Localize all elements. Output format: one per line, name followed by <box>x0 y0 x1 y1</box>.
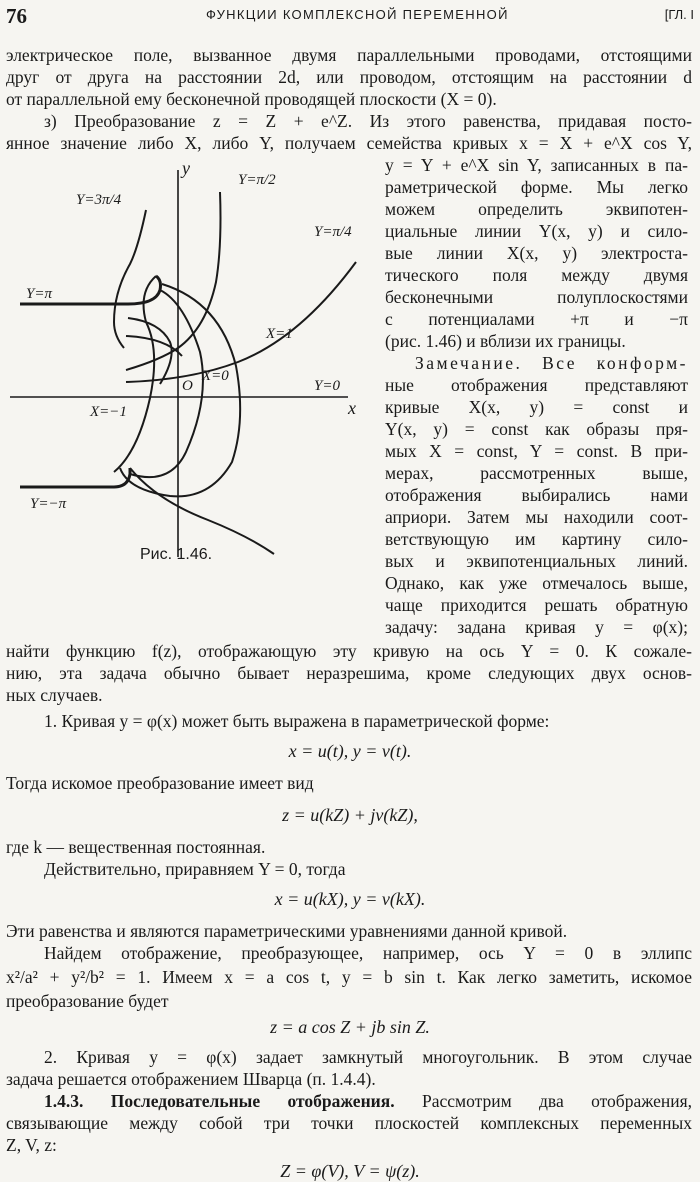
text-line: 1. Кривая y = φ(x) может быть выражена в параметрической форме: <box>44 711 550 731</box>
text-line: чаще приходится решать обратную <box>385 595 688 615</box>
label-y-axis: y <box>182 158 190 178</box>
text-line: априори. Затем мы находили соот- <box>385 507 688 527</box>
text-line: с потенциалами +π и −π <box>385 309 688 329</box>
formula: z = u(kZ) + jv(kZ), <box>282 805 418 825</box>
text-line: мых X = const, Y = const. В при- <box>385 441 688 461</box>
text-line: найти функцию f(z), отображающую эту кривую на ось Y = 0. К сожале- <box>6 641 692 661</box>
text-line: бесконечными полуплоскостями <box>385 287 688 307</box>
text-line: тического поля между двумя <box>385 265 688 285</box>
text-line: вых и эквипотенциальных линий. <box>385 551 688 571</box>
text-line: задачу: задана кривая y = φ(x); <box>385 617 688 637</box>
text-line: задача решается отображением Шварца (п. 1.4.4). <box>6 1069 376 1089</box>
section-text: Рассмотрим два отображения, <box>394 1091 693 1111</box>
label-y-pi4: Y=π/4 <box>314 224 352 240</box>
section-heading-line <box>6 1090 692 1112</box>
text-line: ных случаев. <box>6 685 103 705</box>
text-line: вые линии X(x, y) электроста- <box>385 243 688 263</box>
formula: x = u(t), y = v(t). <box>288 741 412 761</box>
formula: z = a cos Z + jb sin Z. <box>270 1017 430 1037</box>
label-y-mpi: Y=−π <box>30 496 67 512</box>
formula: Z = φ(V), V = ψ(z). <box>280 1161 420 1181</box>
chapter-marker: [ГЛ. I <box>664 7 694 22</box>
running-header <box>6 4 694 28</box>
text-line: кривые X(x, y) = const и <box>385 397 688 417</box>
text-line: связывающие между собой три точки плоскостей комплексных переменных <box>6 1113 692 1133</box>
curve-inner-1 <box>128 318 172 384</box>
text-line: Эти равенства и являются параметрическими уравнениями данной кривой. <box>6 921 568 941</box>
text-line: ные отображения представляют <box>385 375 688 395</box>
text-line: Действительно, приравняем Y = 0, тогда <box>44 859 346 879</box>
text-line: от параллельной ему бесконечной проводящей плоскости (X = 0). <box>6 89 497 109</box>
text-line: Y(x, y) = const как образы пря- <box>385 419 688 439</box>
text-line: мерах, рассмотренных выше, <box>385 463 688 483</box>
text-line: преобразование будет <box>6 991 169 1011</box>
text-line: ветствующую им картину сило- <box>385 529 688 549</box>
label-y-3pi4: Y=3π/4 <box>76 192 122 208</box>
text-line: где k — вещественная постоянная. <box>6 837 266 857</box>
text-line: Замечание. Все конформ- <box>415 353 688 373</box>
label-x-0: X=0 <box>202 368 229 384</box>
label-x-minus1: X=−1 <box>90 404 127 420</box>
curve-y-3pi4 <box>114 210 146 348</box>
label-y-0: Y=0 <box>314 378 340 394</box>
text-line: электрическое поле, вызванное двумя параллельными проводами, отстоящими <box>6 45 692 65</box>
curve-lower-tail <box>130 468 274 554</box>
text-line: з) Преобразование z = Z + e^Z. Из этого равенства, придавая посто- <box>44 111 692 131</box>
text-line: Найдем отображение, преобразующее, например, ось Y = 0 в эллипс <box>44 943 692 963</box>
text-line: x²/a² + y²/b² = 1. Имеем x = a cos t, y = b sin t. Как легко заметить, искомое <box>6 967 692 987</box>
text-line: Z, V, z: <box>6 1135 57 1155</box>
text-line: Тогда искомое преобразование имеет вид <box>6 773 314 793</box>
label-x-axis: x <box>348 398 356 418</box>
text-line: раметрической форме. Мы легко <box>385 177 688 197</box>
text-line: янное значение либо X, либо Y, получаем семейства кривых x = X + e^X cos Y, <box>6 133 692 153</box>
label-x-1: X=1 <box>266 326 293 342</box>
curve-y-pi2 <box>126 192 221 370</box>
figure-caption: Рис. 1.46. <box>140 546 213 563</box>
text-line: циальные линии Y(x, y) и сило- <box>385 221 688 241</box>
text-line: 2. Кривая y = φ(x) задает замкнутый многоугольник. В этом случае <box>44 1047 692 1067</box>
lower-conductor <box>20 468 130 487</box>
text-line: отображения выбирались нами <box>385 485 688 505</box>
figure-1-46 <box>10 152 378 560</box>
formula: x = u(kX), y = v(kX). <box>274 889 426 909</box>
running-title: ФУНКЦИИ КОМПЛЕКСНОЙ ПЕРЕМЕННОЙ <box>206 7 509 22</box>
text-line: y = Y + e^X sin Y, записанных в па- <box>385 155 688 175</box>
text-line: нию, эта задача обычно бывает неразрешима, кроме следующих двух основ- <box>6 663 692 683</box>
text-line: друг от друга на расстоянии 2d, или проводом, отстоящим на расстоянии d <box>6 67 692 87</box>
section-heading: 1.4.3. Последовательные отображения. <box>44 1091 395 1111</box>
text-line: (рис. 1.46) и вблизи их границы. <box>385 331 626 351</box>
page-number: 76 <box>6 4 27 28</box>
label-y-pi2: Y=π/2 <box>238 172 276 188</box>
label-y-pi: Y=π <box>26 286 52 302</box>
text-line: можем определить эквипотен- <box>385 199 688 219</box>
label-origin: O <box>182 378 193 394</box>
curve-x-1 <box>120 284 240 496</box>
text-line: Однако, как уже отмечалось выше, <box>385 573 688 593</box>
